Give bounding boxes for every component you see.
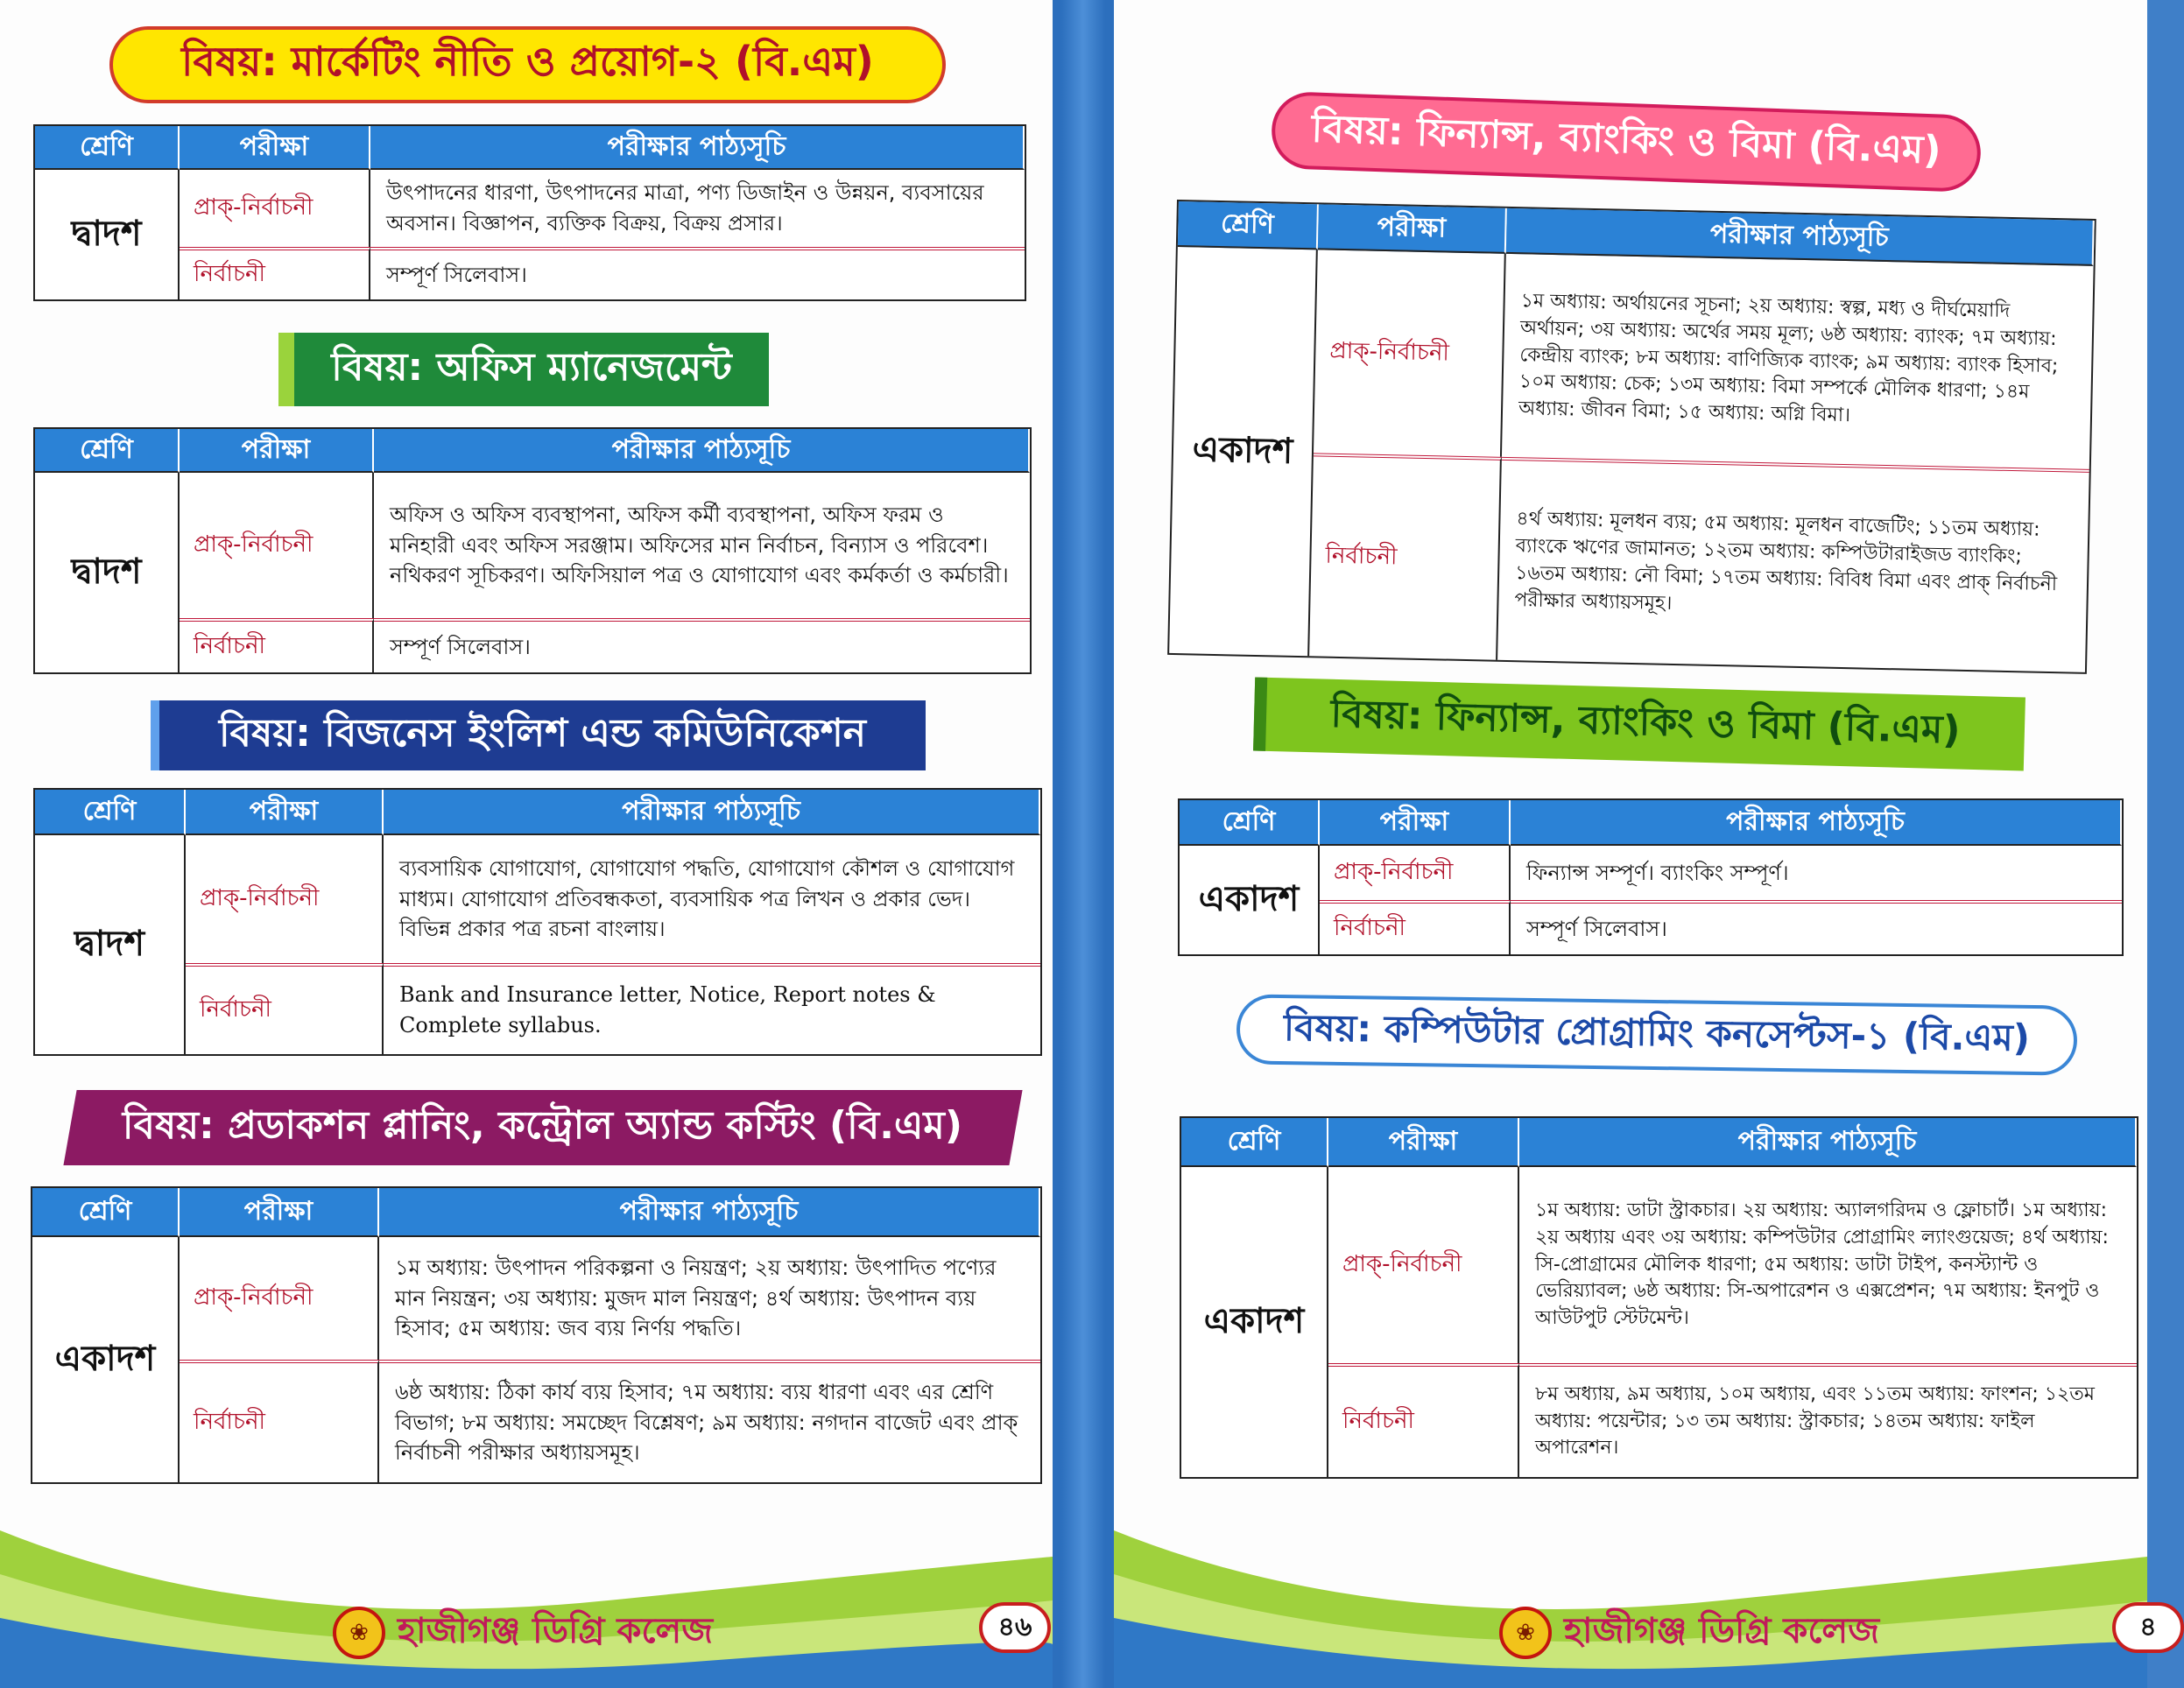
page-number: ৪৬ bbox=[979, 1602, 1051, 1653]
exam-cell: নির্বাচনী bbox=[1320, 900, 1511, 954]
class-cell: একাদশ bbox=[1169, 247, 1318, 656]
content-cell: Bank and Insurance letter, Notice, Report notes & Complete syllabus. bbox=[384, 963, 1040, 1054]
section-title: বিষয়: কম্পিউটার প্রোগ্রামিং কনসেপ্টস-১ (বি.এম) bbox=[1236, 994, 2077, 1075]
header-class: শ্রেণি bbox=[35, 429, 180, 473]
header-syllabus: পরীক্ষার পাঠ্যসূচি bbox=[379, 1188, 1040, 1237]
exam-cell: প্রাক্-নির্বাচনী bbox=[180, 473, 374, 618]
section-title: বিষয়: অফিস ম্যানেজমেন্ট bbox=[278, 333, 769, 406]
content-cell: অফিস ও অফিস ব্যবস্থাপনা, অফিস কর্মী ব্যবস্থাপনা, অফিস ফরম ও মনিহারী এবং অফিস সরঞ্জাম। অফিসের মান নির্বাচন, বিন্যাস ও পরিবেশ। নথিকরণ সূচিকরণ। অফিসিয়াল পত্র ও যোগাযোগ এবং কর্মকর্তা ও কর্মচারী। bbox=[390, 502, 1009, 588]
exam-cell: প্রাক্-নির্বাচনী bbox=[180, 170, 370, 247]
syllabus-table bbox=[33, 788, 1042, 1056]
syllabus-table bbox=[33, 124, 1026, 301]
left-page bbox=[0, 0, 1061, 1688]
class-cell: দ্বাদশ bbox=[35, 835, 186, 1054]
exam-cell: নির্বাচনী bbox=[1328, 1363, 1519, 1477]
exam-cell: নির্বাচনী bbox=[1309, 453, 1502, 659]
footer-college bbox=[1499, 1603, 1879, 1662]
exam-cell: নির্বাচনী bbox=[180, 1360, 379, 1482]
section-title: বিষয়: বিজনেস ইংলিশ এন্ড কমিউনিকেশন bbox=[151, 700, 926, 770]
college-logo-icon: ❀ bbox=[1499, 1607, 1552, 1659]
syllabus-table bbox=[31, 1186, 1042, 1484]
section-title: বিষয়: ফিন্যান্স, ব্যাংকিং ও বিমা (বি.এম) bbox=[1253, 677, 2025, 770]
header-exam: পরীক্ষা bbox=[180, 1188, 379, 1237]
section-title bbox=[63, 1090, 1022, 1165]
header-class: শ্রেণি bbox=[35, 126, 180, 170]
header-exam: পরীক্ষা bbox=[1328, 1118, 1519, 1167]
header-syllabus: পরীক্ষার পাঠ্যসূচি bbox=[384, 790, 1040, 835]
header-exam: পরীক্ষা bbox=[180, 126, 370, 170]
syllabus-table bbox=[1167, 200, 2096, 674]
content-cell: ৪র্থ অধ্যায়: মূলধন ব্যয়; ৫ম অধ্যায়: মূলধন বাজেটিং; ১১তম অধ্যায়: ব্যাংকে ঋণের জামানত; ১২তম অধ্যায়: কম্পিউটারাইজড ব্যাংকিং; ১৬তম অধ্যায়: নৌ বিমা; ১৭তম অধ্যায়: বিবিধ বিমা এবং প্রাক্ নির্বাচনী পরীক্ষার অধ্যায়সমূহ। bbox=[1497, 457, 2089, 672]
content-cell: উৎপাদনের ধারণা, উৎপাদনের মাত্রা, পণ্য ডিজাইন ও উন্নয়ন, ব্যবসায়ের অবসান। বিজ্ঞাপন, ব্যক্তিক বিক্রয়, বিক্রয় প্রসার। bbox=[386, 180, 984, 236]
content-cell: ১ম অধ্যায়: অর্থায়নের সূচনা; ২য় অধ্যায়: স্বল্প, মধ্য ও দীর্ঘমেয়াদি অর্থায়ন; ৩য় অধ্যায়: অর্থের সময় মূল্য; ৬ষ্ঠ অধ্যায়: ব্যাংক; ৭ম অধ্যায়: কেন্দ্রীয় ব্যাংক; ৮ম অধ্যায়: বাণিজ্যিক ব্যাংক; ৯ম অধ্যায়: ব্যাংক হিসাব; ১০ম অধ্যায়: চেক; ১৩ম অধ্যায়: বিমা সম্পর্কে মৌলিক ধারণা; ১৪ম অধ্যায়: জীবন বিমা; ১৫ অধ্যায়: অগ্নি বিমা। bbox=[1518, 290, 2059, 427]
header-syllabus: পরীক্ষার পাঠ্যসূচি bbox=[370, 126, 1025, 170]
right-page bbox=[1105, 0, 2157, 1688]
header-syllabus: পরীক্ষার পাঠ্যসূচি bbox=[1506, 208, 2095, 266]
class-cell: দ্বাদশ bbox=[35, 170, 180, 299]
content-cell: ১ম অধ্যায়: উৎপাদন পরিকল্পনা ও নিয়ন্ত্রণ; ২য় অধ্যায়: উৎপাদিত পণ্যের মান নিয়ন্ত্রন; ৩য় অধ্যায়: মুজদ মাল নিয়ন্ত্রণ; ৪র্থ অধ্যায়: উৎপাদন ব্যয় হিসাব; ৫ম অধ্যায়: জব ব্যয় নির্ণয় পদ্ধতি। bbox=[395, 1255, 997, 1341]
header-class: শ্রেণি bbox=[1180, 800, 1320, 846]
footer-college bbox=[333, 1603, 713, 1662]
content-cell: ব্যবসায়িক যোগাযোগ, যোগাযোগ পদ্ধতি, যোগাযোগ কৌশল ও যোগাযোগ মাধ্যম। যোগাযোগ প্রতিবন্ধকতা, ব্যবসায়িক পত্র লিখন ও প্রকার ভেদ। বিভিন্ন প্রকার পত্র রচনা বাংলায়। bbox=[399, 855, 1015, 942]
syllabus-table bbox=[1180, 1116, 2138, 1479]
content-cell: ১ম অধ্যায়: ডাটা স্ট্রাকচার। ২য় অধ্যায়: অ্যালগরিদম ও ফ্লোচার্ট। ১ম অধ্যায়: ২য় অধ্যায় এবং ৩য় অধ্যায়: কম্পিউটার প্রোগ্রামিং ল্যাংগুয়েজ; ৪র্থ অধ্যায়: সি-প্রোগ্রামের মৌলিক ধারণা; ৫ম অধ্যায়: ডাটা টাইপ, কনস্ট্যান্ট ও ভেরিয়্যাবল; ৬ষ্ঠ অধ্যায়: সি-অপারেশন ও এক্সপ্রেশন; ৭ম অধ্যায়: ইনপুট ও আউটপুট স্টেটমেন্ট। bbox=[1535, 1199, 2109, 1330]
exam-cell: নির্বাচনী bbox=[180, 618, 374, 672]
header-exam: পরীক্ষা bbox=[186, 790, 384, 835]
section-title: বিষয়: মার্কেটিং নীতি ও প্রয়োগ-২ (বি.এম) bbox=[109, 26, 946, 103]
exam-cell: প্রাক্-নির্বাচনী bbox=[1328, 1167, 1519, 1363]
exam-cell: নির্বাচনী bbox=[186, 963, 384, 1054]
page-number: ৪ bbox=[2112, 1602, 2184, 1653]
class-cell: একাদশ bbox=[1181, 1167, 1328, 1477]
header-exam: পরীক্ষা bbox=[180, 429, 374, 473]
college-logo-icon: ❀ bbox=[333, 1607, 385, 1659]
book-gutter bbox=[1061, 0, 1105, 1688]
content-cell: সম্পূর্ণ সিলেবাস। bbox=[374, 618, 1030, 672]
header-syllabus: পরীক্ষার পাঠ্যসূচি bbox=[1511, 800, 2122, 846]
header-exam: পরীক্ষা bbox=[1320, 800, 1511, 846]
content-cell: সম্পূর্ণ সিলেবাস। bbox=[1511, 900, 2122, 954]
header-class: শ্রেণি bbox=[1181, 1118, 1328, 1167]
class-cell: দ্বাদশ bbox=[35, 473, 180, 672]
content-cell: ৬ষ্ঠ অধ্যায়: ঠিকা কার্য ব্যয় হিসাব; ৭ম অধ্যায়: ব্যয় ধারণা এবং এর শ্রেণি বিভাগ; ৮ম অধ্যায়: সমচ্ছেদ বিশ্লেষণ; ৯ম অধ্যায়: নগদান বাজেট এবং প্রাক্ নির্বাচনী পরীক্ষার অধ্যায়সমূহ। bbox=[379, 1360, 1040, 1482]
exam-cell: প্রাক্-নির্বাচনী bbox=[1320, 846, 1511, 900]
exam-cell: প্রাক্-নির্বাচনী bbox=[180, 1237, 379, 1360]
header-syllabus: পরীক্ষার পাঠ্যসূচি bbox=[1519, 1118, 2137, 1167]
class-cell: একাদশ bbox=[32, 1237, 180, 1482]
header-class: শ্রেণি bbox=[35, 790, 186, 835]
exam-cell: প্রাক্-নির্বাচনী bbox=[186, 835, 384, 963]
exam-cell: প্রাক্-নির্বাচনী bbox=[1314, 250, 1506, 456]
header-class: শ্রেণি bbox=[1178, 201, 1319, 250]
header-syllabus: পরীক্ষার পাঠ্যসূচি bbox=[374, 429, 1030, 473]
section-title: বিষয়: ফিন্যান্স, ব্যাংকিং ও বিমা (বি.এম) bbox=[1271, 91, 1983, 193]
syllabus-table bbox=[33, 427, 1032, 674]
content-cell: ফিন্যান্স সম্পূর্ণ। ব্যাংকিং সম্পূর্ণ। bbox=[1526, 860, 1789, 885]
college-name: হাজীগঞ্জ ডিগ্রি কলেজ bbox=[398, 1611, 714, 1651]
college-name: হাজীগঞ্জ ডিগ্রি কলেজ bbox=[1564, 1611, 1880, 1651]
header-class: শ্রেণি bbox=[32, 1188, 180, 1237]
content-cell: সম্পূর্ণ সিলেবাস। bbox=[370, 247, 1025, 299]
header-exam: পরীক্ষা bbox=[1318, 204, 1507, 253]
syllabus-table bbox=[1178, 798, 2124, 956]
content-cell: ৮ম অধ্যায়, ৯ম অধ্যায়, ১০ম অধ্যায়, এবং ১১তম অধ্যায়: ফাংশন; ১২তম অধ্যায়: পয়েন্টার; ১৩ তম অধ্যায়: স্ট্রাকচার; ১৪তম অধ্যায়: ফাইল অপারেশন। bbox=[1519, 1363, 2137, 1477]
section-title-text: বিষয়: প্রডাকশন প্লানিং, কন্ট্রোল অ্যান্ড কস্টিং (বি.এম) bbox=[123, 1102, 963, 1148]
class-cell: একাদশ bbox=[1180, 846, 1320, 954]
exam-cell: নির্বাচনী bbox=[180, 247, 370, 299]
